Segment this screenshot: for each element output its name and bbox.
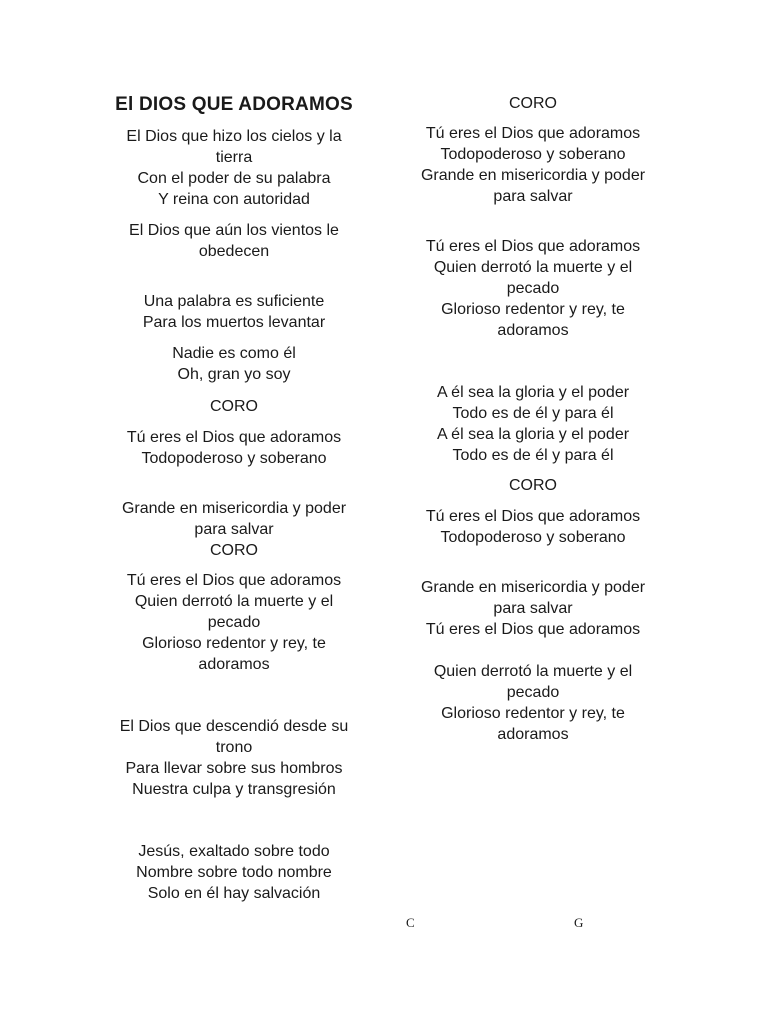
lyric-line: Todopoderoso y soberano <box>141 450 327 467</box>
lyric-line: Glorioso redentor y rey, te <box>142 635 326 652</box>
song-title: El DIOS QUE ADORAMOS <box>115 94 353 115</box>
stanza <box>104 841 364 904</box>
lyric-line: Jesús, exaltado sobre todo <box>138 843 330 860</box>
lyric-line: Nuestra culpa y transgresión <box>132 781 336 798</box>
lyric-line: CORO <box>509 477 557 494</box>
lyric-line: CORO <box>210 398 258 415</box>
lyric-line: pecado <box>207 614 261 631</box>
stanza <box>405 506 661 548</box>
lyric-line: Tú eres el Dios que adoramos <box>425 238 641 255</box>
lyric-line: Grande en misericordia y poder <box>420 579 646 596</box>
stanza <box>405 661 661 745</box>
lyric-line: A él sea la gloria y el poder <box>436 384 630 401</box>
lyric-line: Todo es de él y para él <box>452 405 614 422</box>
lyric-line: Glorioso redentor y rey, te <box>441 301 625 318</box>
lyric-line: adoramos <box>497 322 569 339</box>
stanza <box>405 123 661 207</box>
lyric-line: Grande en misericordia y poder <box>121 500 347 517</box>
lyric-line: pecado <box>506 684 560 701</box>
lyric-line: Tú eres el Dios que adoramos <box>425 125 641 142</box>
lyric-line: A él sea la gloria y el poder <box>436 426 630 443</box>
lyric-line: adoramos <box>198 656 270 673</box>
lyric-line: Grande en misericordia y poder <box>420 167 646 184</box>
lyric-line: CORO <box>210 542 258 559</box>
lyric-line: tierra <box>215 149 253 166</box>
lyric-line: Para llevar sobre sus hombros <box>125 760 343 777</box>
chord-label: C <box>406 915 415 930</box>
lyric-line: Solo en él hay salvación <box>147 885 321 902</box>
lyric-line: Glorioso redentor y rey, te <box>441 705 625 722</box>
stanza <box>104 396 364 417</box>
lyric-line: para salvar <box>493 188 573 205</box>
lyric-line: Nadie es como él <box>172 345 296 362</box>
lyric-line: para salvar <box>493 600 573 617</box>
stanza <box>405 577 661 640</box>
lyric-line: Una palabra es suficiente <box>143 293 325 310</box>
lyric-line: adoramos <box>497 726 569 743</box>
stanza <box>104 220 364 262</box>
stanza <box>104 570 364 675</box>
lyric-line: Para los muertos levantar <box>142 314 326 331</box>
lyric-line: Con el poder de su palabra <box>137 170 331 187</box>
lyric-line: Tú eres el Dios que adoramos <box>126 429 342 446</box>
stanza <box>104 427 364 469</box>
lyric-line: Quien derrotó la muerte y el <box>433 259 633 276</box>
stanza <box>104 498 364 561</box>
lyric-line: Oh, gran yo soy <box>177 366 291 383</box>
stanza <box>405 382 661 466</box>
lyric-line: Quien derrotó la muerte y el <box>433 663 633 680</box>
lyric-line: Quien derrotó la muerte y el <box>134 593 334 610</box>
lyric-line: Y reina con autoridad <box>158 191 310 208</box>
stanza <box>405 236 661 341</box>
lyric-line: CORO <box>509 95 557 112</box>
lyric-line: El Dios que aún los vientos le <box>129 222 339 239</box>
stanza <box>104 343 364 385</box>
lyric-line: para salvar <box>194 521 274 538</box>
lyric-line: Todopoderoso y soberano <box>440 146 626 163</box>
lyric-line: trono <box>215 739 253 756</box>
lyric-line: El Dios que hizo los cielos y la <box>126 128 342 145</box>
lyric-line: El Dios que descendió desde su <box>119 718 349 735</box>
lyric-line: Tú eres el Dios que adoramos <box>126 572 342 589</box>
lyric-line: pecado <box>506 280 560 297</box>
lyric-line: Tú eres el Dios que adoramos <box>425 621 641 638</box>
lyric-line: Nombre sobre todo nombre <box>136 864 332 881</box>
chord-label: G <box>574 915 584 930</box>
stanza <box>104 716 364 800</box>
stanza <box>104 126 364 210</box>
stanza <box>104 291 364 333</box>
stanza <box>405 475 661 496</box>
lyric-line: obedecen <box>198 243 270 260</box>
lyric-line: Todopoderoso y soberano <box>440 529 626 546</box>
lyric-line: Todo es de él y para él <box>452 447 614 464</box>
stanza <box>405 93 661 114</box>
lyric-line: Tú eres el Dios que adoramos <box>425 508 641 525</box>
